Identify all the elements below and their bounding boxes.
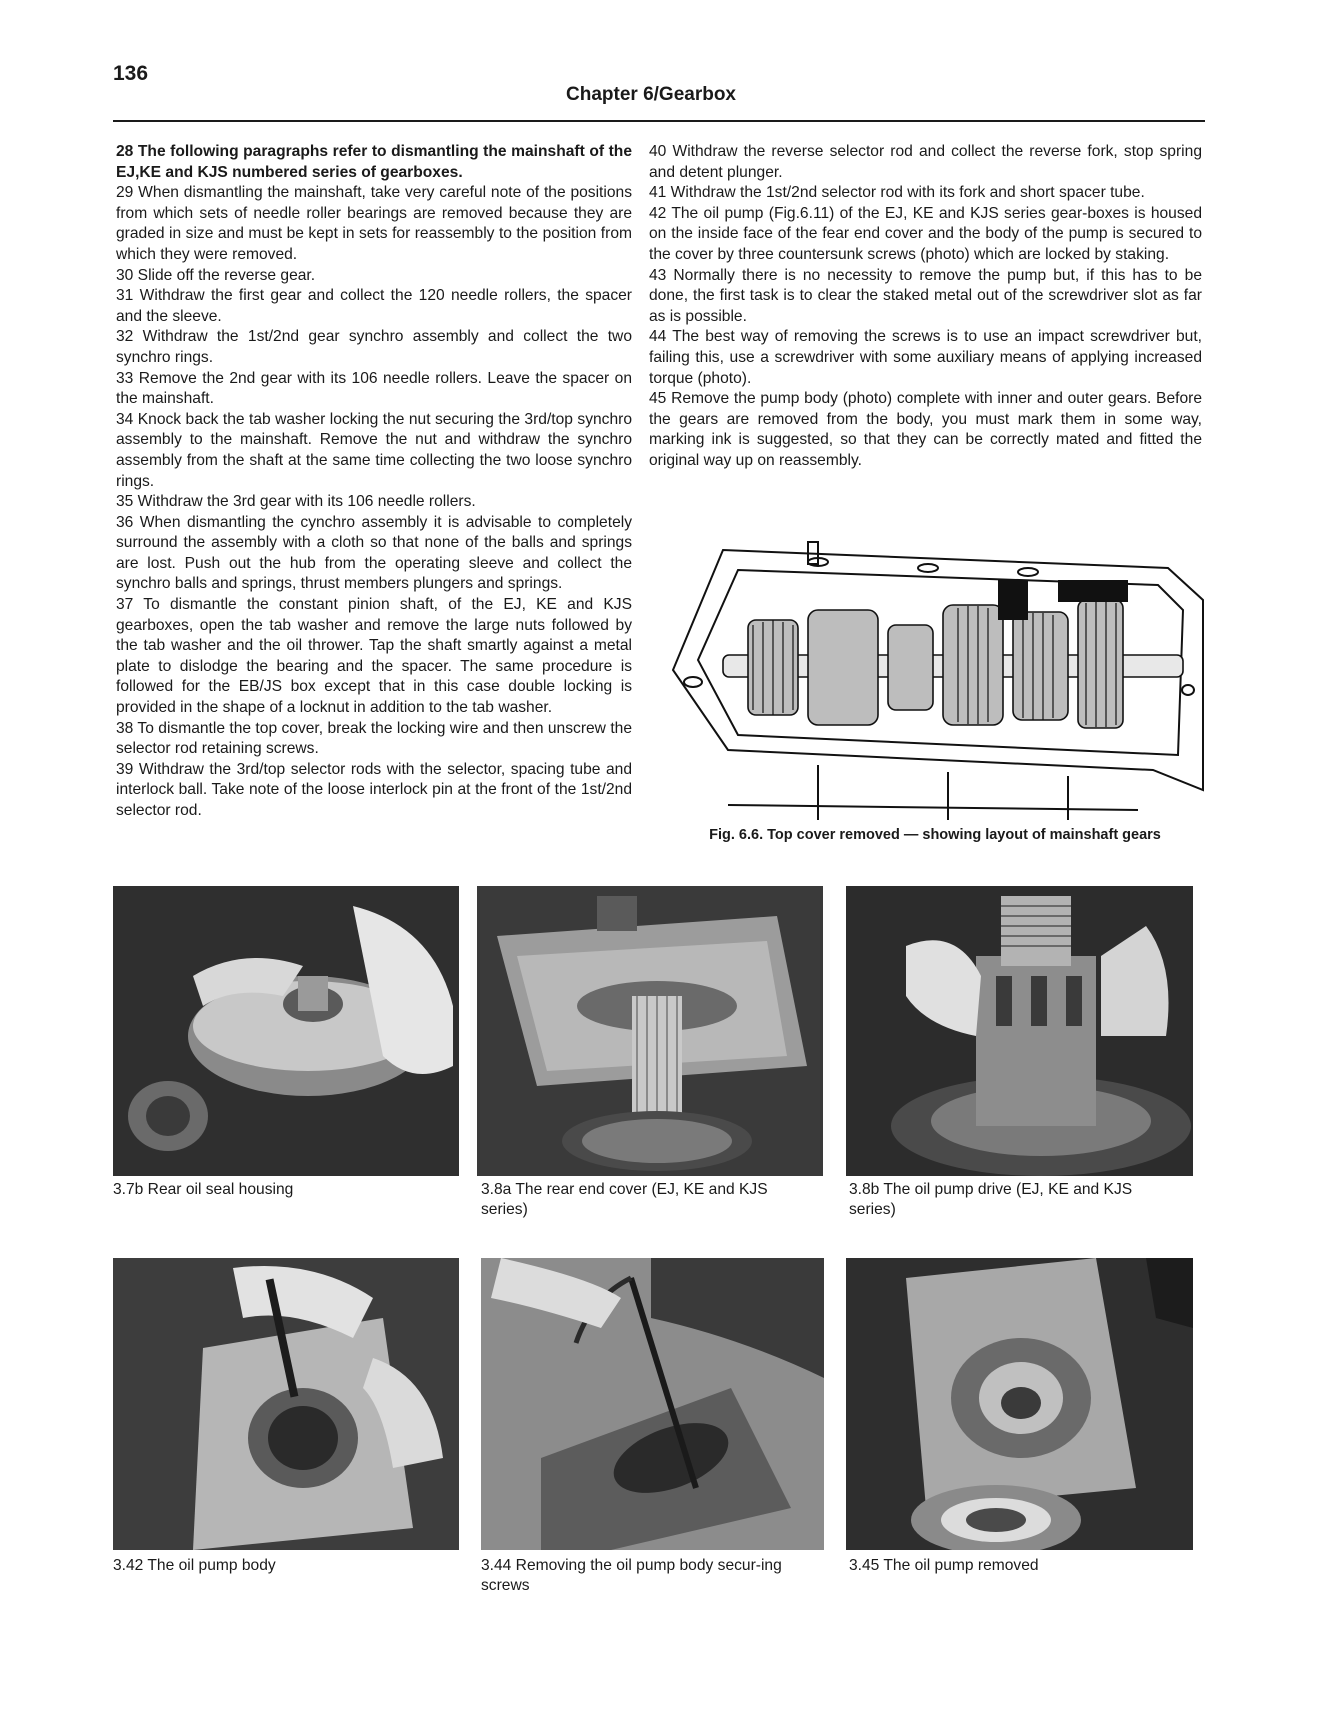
chapter-title: Chapter 6/Gearbox	[566, 84, 736, 105]
paragraph-45: 45 Remove the pump body (photo) complete with inner and outer gears. Before the gears are removed from the body, you must mark them in some way, marking ink is suggested, so that they can be correctly mated and fitted the original way up on reassembly.	[649, 390, 1202, 469]
paragraph-32: 32 Withdraw the 1st/2nd gear synchro assembly and collect the two synchro rings.	[116, 328, 632, 366]
photo-removing-screws	[481, 1258, 824, 1550]
photo-caption-3-7b: 3.7b Rear oil seal housing	[113, 1181, 294, 1198]
photo-oil-pump-body	[113, 1258, 459, 1550]
paragraph-30: 30 Slide off the reverse gear.	[116, 266, 316, 284]
paragraph-33: 33 Remove the 2nd gear with its 106 needle rollers. Leave the spacer on the mainshaft.	[116, 369, 632, 408]
left-text-column	[116, 142, 632, 822]
photo-oil-pump-removed	[846, 1258, 1193, 1550]
photo-caption-3-45: 3.45 The oil pump removed	[849, 1557, 1039, 1574]
paragraph-44: 44 The best way of removing the screws is to use an impact screwdriver but, failing this, use a screwdriver with some auxiliary means of applying increased torque (photo).	[649, 328, 1202, 387]
paragraph-40: 40 Withdraw the reverse selector rod and collect the reverse fork, stop spring and detent plunger.	[649, 143, 1202, 181]
photo-caption-3-8b: 3.8b The oil pump drive (EJ, KE and KJS series)	[849, 1181, 1133, 1218]
header-rule	[113, 120, 1205, 122]
paragraph-43: 43 Normally there is no necessity to remove the pump but, if this has to be done, the first task is to clear the staked metal out of the screwdriver slot as far as is possible.	[649, 266, 1202, 325]
photo-caption-3-42: 3.42 The oil pump body	[113, 1557, 276, 1574]
gearbox-illustration	[668, 540, 1206, 823]
paragraph-28: 28 The following paragraphs refer to dismantling the mainshaft of the EJ,KE and KJS numbered series of gearboxes.	[116, 143, 632, 181]
photo-rear-end-cover	[477, 886, 823, 1176]
paragraph-41: 41 Withdraw the 1st/2nd selector rod with its fork and short spacer tube.	[649, 184, 1145, 202]
paragraph-36: 36 When dismantling the cynchro assembly it is advisable to completely surround the assembly with a cloth so that none of the balls and springs are lost. Push out the hub from the operating sleeve and collect the synchro balls and springs, thrust members plungers and springs.	[116, 513, 632, 593]
paragraph-38: 38 To dismantle the top cover, break the locking wire and then unscrew the selector rod retaining screws.	[116, 719, 632, 758]
paragraph-42: 42 The oil pump (Fig.6.11) of the EJ, KE and KJS series gear-boxes is housed on the inside face of the fear end cover and the body of the pump is secured to the cover by three countersunk screws (photo) which are locked by staking.	[649, 204, 1202, 263]
paragraph-37: 37 To dismantle the constant pinion shaft, of the EJ, KE and KJS gearboxes, open the tab washer and remove the large nuts followed by the tab washer and the oil thrower. Tap the shaft smartly against a metal plate to dislodge the bearing and the spacer. The same procedure is followed for the EB/JS box except that in this case double locking is provided in the shape of a locknut in addition to the tab washer.	[116, 596, 632, 717]
page-number: 136	[113, 62, 149, 85]
paragraph-29: 29 When dismantling the mainshaft, take very careful note of the positions from which sets of needle roller bearings are removed because they are graded in size and must be kept in sets for reassembly to the position from which they were removed.	[116, 184, 632, 263]
photo-caption-3-8a: 3.8a The rear end cover (EJ, KE and KJS series)	[481, 1181, 768, 1218]
paragraph-31: 31 Withdraw the first gear and collect the 120 needle rollers, the spacer and the sleeve.	[116, 287, 632, 325]
paragraph-39: 39 Withdraw the 3rd/top selector rods with the selector, spacing tube and interlock ball. Take note of the loose interlock pin at the front of the 1st/2nd selector rod.	[116, 760, 632, 819]
paragraph-34: 34 Knock back the tab washer locking the nut securing the 3rd/top synchro assembly to the mainshaft. Remove the nut and withdraw the synchro assembly from the shaft at the same time collecting the two loose synchro rings.	[116, 410, 632, 490]
figure-caption: Fig. 6.6. Top cover removed — showing layout of mainshaft gears	[709, 827, 1161, 843]
photo-caption-3-44: 3.44 Removing the oil pump body secur-ing screws	[481, 1557, 782, 1594]
right-text-column	[649, 142, 1202, 472]
photo-oil-pump-drive	[846, 886, 1193, 1176]
paragraph-35: 35 Withdraw the 3rd gear with its 106 needle rollers.	[116, 493, 476, 511]
photo-rear-oil-seal-housing	[113, 886, 459, 1176]
